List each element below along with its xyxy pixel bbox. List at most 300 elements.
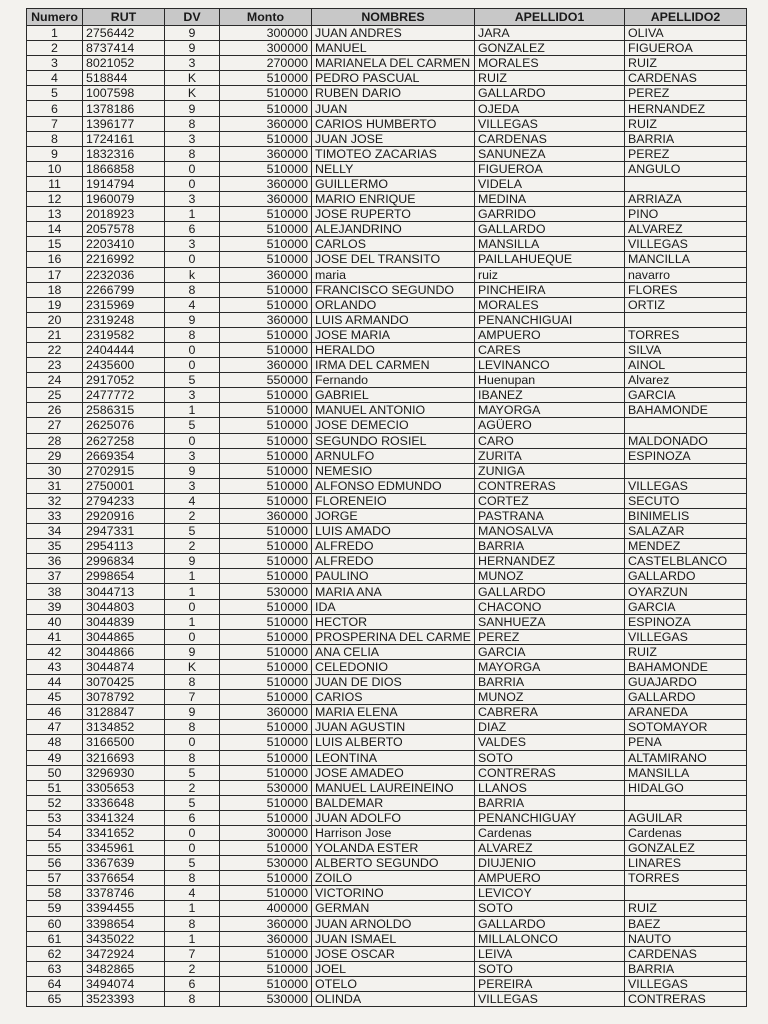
cell-rut: 2319248 bbox=[83, 312, 165, 327]
cell-dv: 8 bbox=[165, 720, 220, 735]
cell-numero: 19 bbox=[27, 297, 83, 312]
cell-numero: 3 bbox=[27, 56, 83, 71]
cell-rut: 8021052 bbox=[83, 56, 165, 71]
cell-apellido2: NAUTO bbox=[625, 931, 747, 946]
table-row bbox=[27, 675, 747, 690]
cell-rut: 2435600 bbox=[83, 358, 165, 373]
cell-rut: 1914794 bbox=[83, 176, 165, 191]
cell-rut: 1396177 bbox=[83, 116, 165, 131]
cell-apellido2: FLORES bbox=[625, 282, 747, 297]
cell-apellido2: GALLARDO bbox=[625, 690, 747, 705]
cell-dv: 5 bbox=[165, 373, 220, 388]
cell-apellido1: PEREZ bbox=[475, 629, 625, 644]
cell-apellido1: BARRIA bbox=[475, 675, 625, 690]
cell-apellido1: MAYORGA bbox=[475, 659, 625, 674]
cell-nombres: PROSPERINA DEL CARME bbox=[312, 629, 475, 644]
cell-apellido1: PEREIRA bbox=[475, 976, 625, 991]
cell-dv: K bbox=[165, 86, 220, 101]
cell-numero: 11 bbox=[27, 176, 83, 191]
cell-monto: 510000 bbox=[220, 403, 312, 418]
cell-apellido2: PEREZ bbox=[625, 86, 747, 101]
cell-numero: 54 bbox=[27, 825, 83, 840]
cell-monto: 510000 bbox=[220, 478, 312, 493]
cell-monto: 510000 bbox=[220, 252, 312, 267]
cell-monto: 360000 bbox=[220, 705, 312, 720]
cell-rut: 2998654 bbox=[83, 569, 165, 584]
header-rut: RUT bbox=[83, 9, 165, 26]
table-row bbox=[27, 599, 747, 614]
cell-rut: 3044874 bbox=[83, 659, 165, 674]
cell-dv: 1 bbox=[165, 614, 220, 629]
cell-apellido2: OYARZUN bbox=[625, 584, 747, 599]
cell-numero: 6 bbox=[27, 101, 83, 116]
cell-apellido2: CARDENAS bbox=[625, 946, 747, 961]
cell-numero: 52 bbox=[27, 795, 83, 810]
cell-apellido2: BARRIA bbox=[625, 131, 747, 146]
cell-monto: 270000 bbox=[220, 56, 312, 71]
cell-apellido2: TORRES bbox=[625, 327, 747, 342]
table-row bbox=[27, 388, 747, 403]
cell-numero: 38 bbox=[27, 584, 83, 599]
table-row bbox=[27, 916, 747, 931]
cell-nombres: OTELO bbox=[312, 976, 475, 991]
cell-dv: 0 bbox=[165, 161, 220, 176]
cell-apellido1: Huenupan bbox=[475, 373, 625, 388]
cell-nombres: IDA bbox=[312, 599, 475, 614]
cell-numero: 30 bbox=[27, 463, 83, 478]
cell-dv: K bbox=[165, 659, 220, 674]
cell-numero: 31 bbox=[27, 478, 83, 493]
cell-apellido2: RUIZ bbox=[625, 901, 747, 916]
cell-nombres: YOLANDA ESTER bbox=[312, 841, 475, 856]
cell-apellido1: GALLARDO bbox=[475, 86, 625, 101]
cell-nombres: JUAN AGUSTIN bbox=[312, 720, 475, 735]
cell-numero: 1 bbox=[27, 26, 83, 41]
cell-numero: 2 bbox=[27, 41, 83, 56]
table-row bbox=[27, 841, 747, 856]
cell-numero: 9 bbox=[27, 146, 83, 161]
table-row bbox=[27, 192, 747, 207]
table-row bbox=[27, 765, 747, 780]
cell-apellido1: PENANCHIGUAY bbox=[475, 810, 625, 825]
cell-apellido1: PENANCHIGUAI bbox=[475, 312, 625, 327]
cell-rut: 3367639 bbox=[83, 856, 165, 871]
table-row bbox=[27, 705, 747, 720]
cell-monto: 510000 bbox=[220, 101, 312, 116]
cell-nombres: JUAN ISMAEL bbox=[312, 931, 475, 946]
cell-nombres: MARIA ELENA bbox=[312, 705, 475, 720]
cell-numero: 5 bbox=[27, 86, 83, 101]
cell-monto: 510000 bbox=[220, 463, 312, 478]
cell-dv: 3 bbox=[165, 237, 220, 252]
cell-apellido2: HIDALGO bbox=[625, 780, 747, 795]
cell-rut: 1866858 bbox=[83, 161, 165, 176]
cell-dv: 9 bbox=[165, 705, 220, 720]
cell-rut: 1724161 bbox=[83, 131, 165, 146]
cell-apellido1: GALLARDO bbox=[475, 584, 625, 599]
table-row bbox=[27, 569, 747, 584]
table-row bbox=[27, 795, 747, 810]
table-row bbox=[27, 614, 747, 629]
table-row bbox=[27, 810, 747, 825]
table-row bbox=[27, 161, 747, 176]
cell-apellido2: AGUILAR bbox=[625, 810, 747, 825]
cell-dv: 0 bbox=[165, 176, 220, 191]
cell-rut: 2477772 bbox=[83, 388, 165, 403]
cell-nombres: CARLOS bbox=[312, 237, 475, 252]
cell-apellido1: CABRERA bbox=[475, 705, 625, 720]
cell-dv: 8 bbox=[165, 146, 220, 161]
cell-dv: 0 bbox=[165, 252, 220, 267]
cell-apellido1: MAYORGA bbox=[475, 403, 625, 418]
cell-numero: 4 bbox=[27, 71, 83, 86]
cell-nombres: maria bbox=[312, 267, 475, 282]
cell-dv: 4 bbox=[165, 493, 220, 508]
table-row bbox=[27, 463, 747, 478]
cell-monto: 510000 bbox=[220, 659, 312, 674]
cell-rut: 1960079 bbox=[83, 192, 165, 207]
cell-apellido1: HERNANDEZ bbox=[475, 554, 625, 569]
cell-dv: 2 bbox=[165, 961, 220, 976]
cell-dv: 5 bbox=[165, 856, 220, 871]
cell-apellido2: PENA bbox=[625, 735, 747, 750]
cell-apellido1: LEIVA bbox=[475, 946, 625, 961]
cell-rut: 2920916 bbox=[83, 509, 165, 524]
cell-apellido2: RUIZ bbox=[625, 116, 747, 131]
cell-nombres: JOSE RUPERTO bbox=[312, 207, 475, 222]
cell-rut: 2404444 bbox=[83, 342, 165, 357]
cell-monto: 510000 bbox=[220, 418, 312, 433]
cell-monto: 360000 bbox=[220, 358, 312, 373]
cell-nombres: ZOILO bbox=[312, 871, 475, 886]
header-apellido1: APELLIDO1 bbox=[475, 9, 625, 26]
cell-monto: 510000 bbox=[220, 871, 312, 886]
cell-dv: 9 bbox=[165, 41, 220, 56]
cell-rut: 2266799 bbox=[83, 282, 165, 297]
cell-apellido1: GARRIDO bbox=[475, 207, 625, 222]
cell-dv: 8 bbox=[165, 750, 220, 765]
cell-nombres: HERALDO bbox=[312, 342, 475, 357]
cell-numero: 48 bbox=[27, 735, 83, 750]
cell-numero: 64 bbox=[27, 976, 83, 991]
cell-rut: 3394455 bbox=[83, 901, 165, 916]
cell-apellido1: VILLEGAS bbox=[475, 992, 625, 1007]
table-row bbox=[27, 418, 747, 433]
table-row bbox=[27, 86, 747, 101]
table-row bbox=[27, 297, 747, 312]
cell-numero: 39 bbox=[27, 599, 83, 614]
table-row bbox=[27, 946, 747, 961]
cell-dv: 1 bbox=[165, 584, 220, 599]
cell-nombres: Fernando bbox=[312, 373, 475, 388]
cell-apellido2: ARANEDA bbox=[625, 705, 747, 720]
cell-numero: 60 bbox=[27, 916, 83, 931]
cell-apellido2: PEREZ bbox=[625, 146, 747, 161]
table-row bbox=[27, 71, 747, 86]
cell-monto: 510000 bbox=[220, 342, 312, 357]
cell-nombres: NELLY bbox=[312, 161, 475, 176]
cell-monto: 510000 bbox=[220, 161, 312, 176]
cell-nombres: JUAN ANDRES bbox=[312, 26, 475, 41]
cell-dv: 2 bbox=[165, 780, 220, 795]
cell-numero: 36 bbox=[27, 554, 83, 569]
table-row bbox=[27, 207, 747, 222]
cell-rut: 3482865 bbox=[83, 961, 165, 976]
table-row bbox=[27, 554, 747, 569]
table-row bbox=[27, 56, 747, 71]
cell-monto: 510000 bbox=[220, 71, 312, 86]
cell-apellido2 bbox=[625, 795, 747, 810]
cell-rut: 3376654 bbox=[83, 871, 165, 886]
cell-apellido2: SALAZAR bbox=[625, 524, 747, 539]
table-row bbox=[27, 358, 747, 373]
cell-monto: 530000 bbox=[220, 856, 312, 871]
cell-nombres: ALBERTO SEGUNDO bbox=[312, 856, 475, 871]
cell-rut: 2203410 bbox=[83, 237, 165, 252]
table-row bbox=[27, 780, 747, 795]
cell-apellido1: VIDELA bbox=[475, 176, 625, 191]
cell-apellido2 bbox=[625, 418, 747, 433]
cell-nombres: MANUEL ANTONIO bbox=[312, 403, 475, 418]
cell-apellido2: BAHAMONDE bbox=[625, 659, 747, 674]
cell-apellido2: CONTRERAS bbox=[625, 992, 747, 1007]
cell-nombres: NEMESIO bbox=[312, 463, 475, 478]
cell-rut: 3044803 bbox=[83, 599, 165, 614]
cell-numero: 16 bbox=[27, 252, 83, 267]
cell-apellido2: VILLEGAS bbox=[625, 237, 747, 252]
cell-nombres: JOSE MARIA bbox=[312, 327, 475, 342]
cell-nombres: ALFONSO EDMUNDO bbox=[312, 478, 475, 493]
cell-apellido1: PINCHEIRA bbox=[475, 282, 625, 297]
cell-monto: 360000 bbox=[220, 192, 312, 207]
cell-nombres: JUAN DE DIOS bbox=[312, 675, 475, 690]
table-row bbox=[27, 146, 747, 161]
table-row bbox=[27, 931, 747, 946]
cell-apellido2 bbox=[625, 312, 747, 327]
cell-numero: 41 bbox=[27, 629, 83, 644]
cell-rut: 3472924 bbox=[83, 946, 165, 961]
cell-rut: 3398654 bbox=[83, 916, 165, 931]
cell-monto: 510000 bbox=[220, 976, 312, 991]
cell-numero: 20 bbox=[27, 312, 83, 327]
cell-numero: 57 bbox=[27, 871, 83, 886]
cell-apellido2: BINIMELIS bbox=[625, 509, 747, 524]
cell-apellido2: OLIVA bbox=[625, 26, 747, 41]
table-header bbox=[27, 9, 747, 26]
cell-monto: 550000 bbox=[220, 373, 312, 388]
cell-rut: 1832316 bbox=[83, 146, 165, 161]
cell-monto: 510000 bbox=[220, 569, 312, 584]
cell-monto: 510000 bbox=[220, 131, 312, 146]
cell-apellido2: VILLEGAS bbox=[625, 976, 747, 991]
cell-apellido2 bbox=[625, 886, 747, 901]
cell-nombres: ALEJANDRINO bbox=[312, 222, 475, 237]
cell-rut: 3345961 bbox=[83, 841, 165, 856]
cell-numero: 53 bbox=[27, 810, 83, 825]
cell-monto: 510000 bbox=[220, 327, 312, 342]
cell-dv: 5 bbox=[165, 795, 220, 810]
header-row bbox=[27, 9, 747, 26]
cell-monto: 510000 bbox=[220, 946, 312, 961]
cell-apellido2: PINO bbox=[625, 207, 747, 222]
cell-dv: 1 bbox=[165, 403, 220, 418]
cell-apellido1: ALVAREZ bbox=[475, 841, 625, 856]
cell-nombres: JOSE DEL TRANSITO bbox=[312, 252, 475, 267]
cell-apellido2: navarro bbox=[625, 267, 747, 282]
cell-numero: 65 bbox=[27, 992, 83, 1007]
table-row bbox=[27, 690, 747, 705]
cell-rut: 3044866 bbox=[83, 644, 165, 659]
cell-rut: 2057578 bbox=[83, 222, 165, 237]
cell-apellido2: LINARES bbox=[625, 856, 747, 871]
cell-monto: 300000 bbox=[220, 26, 312, 41]
table-row bbox=[27, 629, 747, 644]
table-row bbox=[27, 886, 747, 901]
cell-numero: 25 bbox=[27, 388, 83, 403]
cell-dv: 0 bbox=[165, 629, 220, 644]
cell-apellido2: TORRES bbox=[625, 871, 747, 886]
cell-numero: 26 bbox=[27, 403, 83, 418]
cell-dv: 8 bbox=[165, 282, 220, 297]
table-row bbox=[27, 901, 747, 916]
table-row bbox=[27, 509, 747, 524]
cell-monto: 510000 bbox=[220, 720, 312, 735]
cell-numero: 50 bbox=[27, 765, 83, 780]
cell-dv: 7 bbox=[165, 690, 220, 705]
cell-rut: 2018923 bbox=[83, 207, 165, 222]
cell-numero: 44 bbox=[27, 675, 83, 690]
cell-rut: 3166500 bbox=[83, 735, 165, 750]
cell-apellido2: RUIZ bbox=[625, 56, 747, 71]
cell-numero: 21 bbox=[27, 327, 83, 342]
beneficiary-sheet bbox=[26, 8, 746, 1007]
cell-nombres: CARIOS HUMBERTO bbox=[312, 116, 475, 131]
cell-nombres: ALFREDO bbox=[312, 539, 475, 554]
cell-dv: k bbox=[165, 267, 220, 282]
cell-numero: 49 bbox=[27, 750, 83, 765]
header-monto: Monto bbox=[220, 9, 312, 26]
cell-nombres: TIMOTEO ZACARIAS bbox=[312, 146, 475, 161]
cell-monto: 360000 bbox=[220, 116, 312, 131]
cell-nombres: GERMAN bbox=[312, 901, 475, 916]
cell-dv: 5 bbox=[165, 765, 220, 780]
cell-apellido1: GALLARDO bbox=[475, 916, 625, 931]
cell-rut: 2586315 bbox=[83, 403, 165, 418]
cell-numero: 43 bbox=[27, 659, 83, 674]
cell-apellido1: CONTRERAS bbox=[475, 765, 625, 780]
cell-nombres: PEDRO PASCUAL bbox=[312, 71, 475, 86]
cell-apellido2: GALLARDO bbox=[625, 569, 747, 584]
cell-apellido2: VILLEGAS bbox=[625, 629, 747, 644]
cell-apellido1: CARO bbox=[475, 433, 625, 448]
cell-monto: 360000 bbox=[220, 931, 312, 946]
cell-rut: 3523393 bbox=[83, 992, 165, 1007]
cell-apellido2: SOTOMAYOR bbox=[625, 720, 747, 735]
cell-dv: 0 bbox=[165, 358, 220, 373]
beneficiary-table bbox=[26, 8, 747, 1007]
table-row bbox=[27, 282, 747, 297]
cell-nombres: ALFREDO bbox=[312, 554, 475, 569]
cell-nombres: OLINDA bbox=[312, 992, 475, 1007]
cell-numero: 18 bbox=[27, 282, 83, 297]
cell-apellido1: GALLARDO bbox=[475, 222, 625, 237]
cell-nombres: JUAN ADOLFO bbox=[312, 810, 475, 825]
cell-dv: 6 bbox=[165, 810, 220, 825]
cell-dv: 1 bbox=[165, 569, 220, 584]
cell-apellido1: MUNOZ bbox=[475, 690, 625, 705]
table-row bbox=[27, 342, 747, 357]
cell-nombres: JUAN bbox=[312, 101, 475, 116]
cell-apellido1: CARDENAS bbox=[475, 131, 625, 146]
cell-rut: 2315969 bbox=[83, 297, 165, 312]
table-row bbox=[27, 825, 747, 840]
cell-dv: 9 bbox=[165, 312, 220, 327]
cell-nombres: IRMA DEL CARMEN bbox=[312, 358, 475, 373]
cell-nombres: PAULINO bbox=[312, 569, 475, 584]
cell-apellido2: VILLEGAS bbox=[625, 478, 747, 493]
cell-apellido2: BAEZ bbox=[625, 916, 747, 931]
table-row bbox=[27, 222, 747, 237]
header-nombres: NOMBRES bbox=[312, 9, 475, 26]
cell-apellido2: GONZALEZ bbox=[625, 841, 747, 856]
cell-dv: 3 bbox=[165, 56, 220, 71]
cell-numero: 33 bbox=[27, 509, 83, 524]
cell-monto: 360000 bbox=[220, 916, 312, 931]
cell-nombres: JOSE AMADEO bbox=[312, 765, 475, 780]
cell-monto: 510000 bbox=[220, 961, 312, 976]
cell-rut: 2794233 bbox=[83, 493, 165, 508]
cell-monto: 510000 bbox=[220, 886, 312, 901]
cell-monto: 510000 bbox=[220, 448, 312, 463]
cell-apellido1: BARRIA bbox=[475, 795, 625, 810]
cell-numero: 8 bbox=[27, 131, 83, 146]
cell-apellido1: MANSILLA bbox=[475, 237, 625, 252]
cell-dv: 0 bbox=[165, 342, 220, 357]
cell-dv: 6 bbox=[165, 222, 220, 237]
cell-monto: 510000 bbox=[220, 690, 312, 705]
table-body bbox=[27, 26, 747, 1007]
cell-apellido2: BAHAMONDE bbox=[625, 403, 747, 418]
cell-dv: 3 bbox=[165, 388, 220, 403]
cell-monto: 510000 bbox=[220, 282, 312, 297]
cell-apellido2: MALDONADO bbox=[625, 433, 747, 448]
cell-numero: 12 bbox=[27, 192, 83, 207]
cell-nombres: LUIS AMADO bbox=[312, 524, 475, 539]
cell-dv: 0 bbox=[165, 735, 220, 750]
table-row bbox=[27, 312, 747, 327]
cell-dv: 0 bbox=[165, 433, 220, 448]
cell-numero: 27 bbox=[27, 418, 83, 433]
cell-dv: 1 bbox=[165, 207, 220, 222]
cell-dv: K bbox=[165, 71, 220, 86]
cell-numero: 56 bbox=[27, 856, 83, 871]
cell-apellido1: SOTO bbox=[475, 750, 625, 765]
cell-nombres: GABRIEL bbox=[312, 388, 475, 403]
cell-apellido2: RUIZ bbox=[625, 644, 747, 659]
header-dv: DV bbox=[165, 9, 220, 26]
cell-nombres: RUBEN DARIO bbox=[312, 86, 475, 101]
cell-apellido1: LEVICOY bbox=[475, 886, 625, 901]
cell-numero: 62 bbox=[27, 946, 83, 961]
cell-nombres: HECTOR bbox=[312, 614, 475, 629]
cell-rut: 2917052 bbox=[83, 373, 165, 388]
table-row bbox=[27, 961, 747, 976]
cell-numero: 29 bbox=[27, 448, 83, 463]
cell-apellido1: FIGUEROA bbox=[475, 161, 625, 176]
cell-monto: 530000 bbox=[220, 992, 312, 1007]
table-row bbox=[27, 267, 747, 282]
cell-dv: 8 bbox=[165, 871, 220, 886]
